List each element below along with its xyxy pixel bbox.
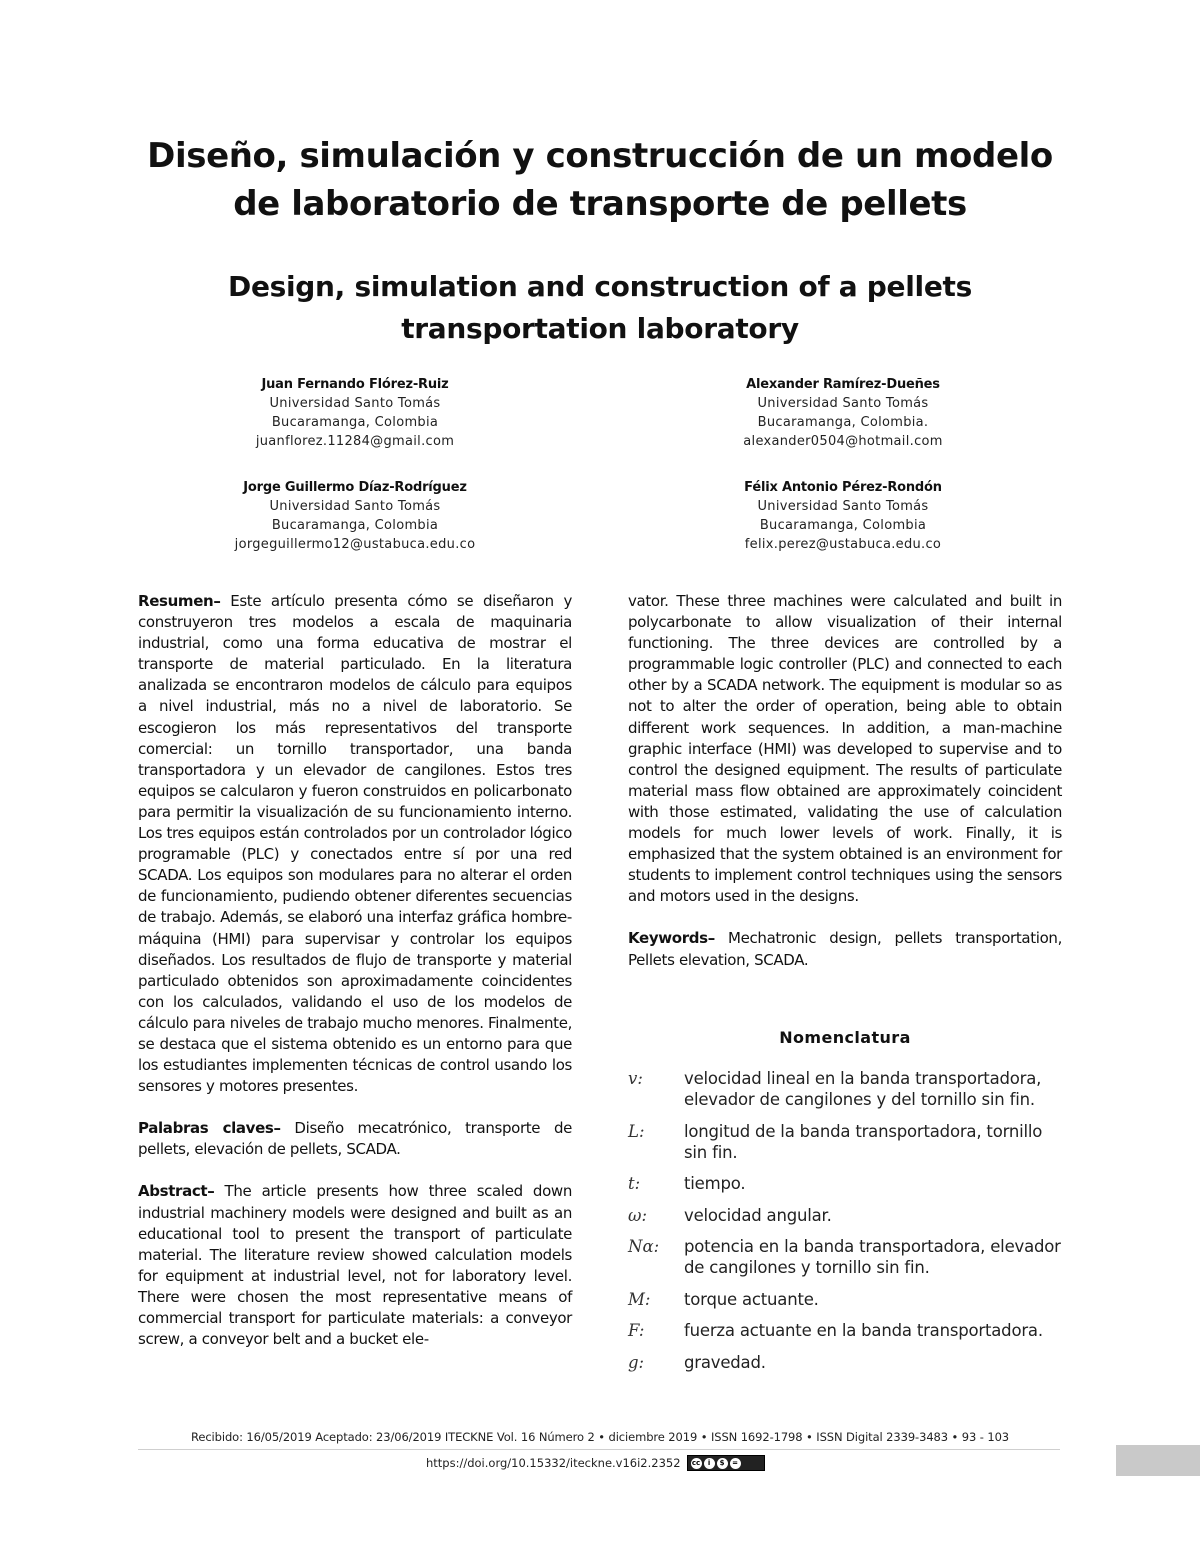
author-email[interactable]: juanflorez.11284@gmail.com bbox=[255, 434, 455, 449]
nomenclature-item bbox=[628, 1173, 1068, 1194]
nomenclature-desc: velocidad angular. bbox=[684, 1205, 832, 1225]
nomenclature-symbol: g: bbox=[628, 1352, 645, 1372]
nomenclature-desc: longitud de la banda transportadora, tornillo sin fin. bbox=[684, 1121, 1043, 1162]
title-english-line: Design, simulation and construction of a pellets bbox=[228, 270, 972, 303]
author-block bbox=[175, 375, 535, 451]
author-city: Bucaramanga, Colombia bbox=[271, 518, 439, 533]
author-email[interactable]: jorgeguillermo12@ustabuca.edu.co bbox=[234, 537, 476, 552]
nomenclature-item bbox=[628, 1236, 1068, 1278]
nomenclature-desc: tiempo. bbox=[684, 1174, 746, 1193]
nomenclature-item bbox=[628, 1068, 1068, 1110]
nc-icon: $ bbox=[717, 1458, 728, 1469]
author-name: Félix Antonio Pérez-Rondón bbox=[744, 480, 942, 495]
abstract-continued: vator. These three machines were calculated and built in polycarbonate to allow visualization of their internal functioning. The three devices are controlled by a programmable logic controller (PLC) and connected to each other by a SCADA network. The equipment is modular so as not to alter the order of operation, being able to obtain different work sequences. In addition, a man-machine graphic interface (HMI) was developed to supervise and to control the designed equipment. The results of particulate material mass flow obtained are approximately coincident with those estimated, validating the use of calculation models for much lower levels of work. Finally, it is emphasized that the system obtained is an environment for students to implement control techniques using the sensors and motors used in the designs. bbox=[628, 592, 1062, 906]
nomenclature-desc: gravedad. bbox=[684, 1352, 766, 1372]
author-city: Bucaramanga, Colombia bbox=[271, 415, 439, 430]
nomenclature-desc: fuerza actuante en la banda transportadora. bbox=[684, 1321, 1043, 1340]
author-affiliation: Universidad Santo Tomás bbox=[269, 499, 441, 514]
author-block bbox=[175, 478, 535, 554]
footer-publication-info: Recibido: 16/05/2019 Aceptado: 23/06/2019 ITECKNE Vol. 16 Número 2 • diciembre 2019 • ISSN 1692-1798 • ISSN Digital 2339-3483 • 93 - 103 bbox=[190, 1430, 1010, 1444]
author-block bbox=[663, 478, 1023, 554]
nd-icon: = bbox=[730, 1458, 741, 1469]
palabras-text: Diseño mecatrónico, transporte de pellets, elevación de pellets, SCADA. bbox=[138, 1119, 572, 1159]
nomenclature-symbol: M: bbox=[628, 1289, 651, 1309]
nomenclature-symbol: v: bbox=[628, 1069, 643, 1088]
nomenclature-item bbox=[628, 1205, 1068, 1226]
title-spanish bbox=[0, 132, 1200, 228]
author-affiliation: Universidad Santo Tomás bbox=[269, 396, 441, 411]
creative-commons-badge bbox=[687, 1455, 765, 1471]
author-city: Bucaramanga, Colombia bbox=[759, 518, 927, 533]
nomenclature-desc: velocidad lineal en la banda transportadora, elevador de cangilones y del tornillo sin fin. bbox=[684, 1069, 1042, 1109]
nomenclature-title: Nomenclatura bbox=[779, 1028, 911, 1047]
author-email[interactable]: felix.perez@ustabuca.edu.co bbox=[744, 537, 942, 552]
nomenclature-item bbox=[628, 1289, 1068, 1310]
abstract-text: The article presents how three scaled down industrial machinery models were designed and built as an educational tool to present the transport of particulate material. The literature review showed calculation models for equipment at industrial level, not for laboratory level. There were chosen the most representative means of commercial transport for particulate materials: a conveyor screw, a conveyor belt and a bucket ele- bbox=[138, 1182, 572, 1349]
nomenclature-desc: torque actuante. bbox=[684, 1289, 819, 1309]
nomenclature-symbol: F: bbox=[628, 1321, 645, 1340]
nomenclature-symbol: Nα: bbox=[628, 1237, 660, 1256]
cc-icon: cc bbox=[691, 1458, 701, 1467]
author-city: Bucaramanga, Colombia. bbox=[757, 415, 929, 430]
footer-divider bbox=[138, 1449, 1060, 1450]
keywords-text: Mechatronic design, pellets transportation, Pellets elevation, SCADA. bbox=[628, 929, 1062, 969]
author-affiliation: Universidad Santo Tomás bbox=[757, 396, 929, 411]
author-email[interactable]: alexander0504@hotmail.com bbox=[743, 434, 943, 449]
title-spanish-line: de laboratorio de transporte de pellets bbox=[233, 184, 967, 224]
palabras-paragraph bbox=[138, 1118, 572, 1160]
nomenclature-item bbox=[628, 1352, 1068, 1373]
page-edge-tab bbox=[1116, 1445, 1200, 1476]
resumen-label: Resumen– bbox=[138, 592, 221, 610]
resumen-text: Este artículo presenta cómo se diseñaron y construyeron tres modelos a escala de maquinaria industrial, como una forma educativa de mostrar el transporte de material particulado. En la literatura analizada se encontraron modelos de cálculo para equipos a nivel industrial, más no a nivel de laboratorio. Se escogieron los más representativos del transporte comercial: un tornillo transportador, una banda transportadora y un elevador de cangilones. Estos tres equipos se calcularon y fueron construidos en policarbonato para permitir la visualización de su funcionamiento interno. Los tres equipos están controlados por un controlador lógico programable (PLC) y conectados entre sí por una red SCADA. Los equipos son modulares para no alterar el orden de funcionamiento, pudiendo obtener diferentes secuencias de trabajo. Además, se elaboró una interfaz gráfica hombre-máquina (HMI) para supervisar y controlar los equipos diseñados. Los resultados de flujo de transporte y material particulado obtenidos son aproximadamente coincidentes con los calculados, validando el uso de los modelos de cálculo para niveles de trabajo mucho menores. Finalmente, se destaca que el sistema obtenido es un entorno para que los estudiantes implementen técnicas de control usando los sensores y motores presentes. bbox=[138, 592, 572, 1096]
nomenclature-symbol: t: bbox=[628, 1174, 641, 1193]
title-english-line: transportation laboratory bbox=[401, 312, 799, 345]
palabras-label: Palabras claves– bbox=[138, 1119, 281, 1138]
nomenclature-symbol: ω: bbox=[628, 1205, 648, 1225]
title-english bbox=[0, 266, 1200, 350]
nomenclature-item bbox=[628, 1320, 1068, 1341]
author-affiliation: Universidad Santo Tomás bbox=[757, 499, 929, 514]
author-name: Alexander Ramírez-Dueñes bbox=[746, 377, 940, 392]
by-icon: i bbox=[704, 1458, 715, 1469]
left-column bbox=[138, 591, 572, 1350]
nomenclature-desc: potencia en la banda transportadora, elevador de cangilones y tornillo sin fin. bbox=[684, 1237, 1061, 1277]
keywords-label: Keywords– bbox=[628, 929, 715, 948]
keywords-paragraph bbox=[628, 928, 1062, 970]
abstract-label: Abstract– bbox=[138, 1182, 215, 1201]
author-block bbox=[663, 375, 1023, 451]
author-name: Juan Fernando Flórez-Ruiz bbox=[261, 377, 449, 392]
nomenclature-list bbox=[628, 1068, 1068, 1383]
nomenclature-item bbox=[628, 1121, 1068, 1163]
title-spanish-line: Diseño, simulación y construcción de un modelo bbox=[147, 136, 1053, 176]
author-name: Jorge Guillermo Díaz-Rodríguez bbox=[243, 480, 467, 495]
doi-link[interactable]: https://doi.org/10.15332/iteckne.v16i2.2352 bbox=[426, 1456, 681, 1470]
resumen-paragraph bbox=[138, 591, 572, 1097]
footer-doi-row bbox=[426, 1455, 765, 1471]
right-column bbox=[628, 591, 1062, 971]
nomenclature-symbol: L: bbox=[628, 1121, 645, 1141]
abstract-paragraph bbox=[138, 1181, 572, 1350]
